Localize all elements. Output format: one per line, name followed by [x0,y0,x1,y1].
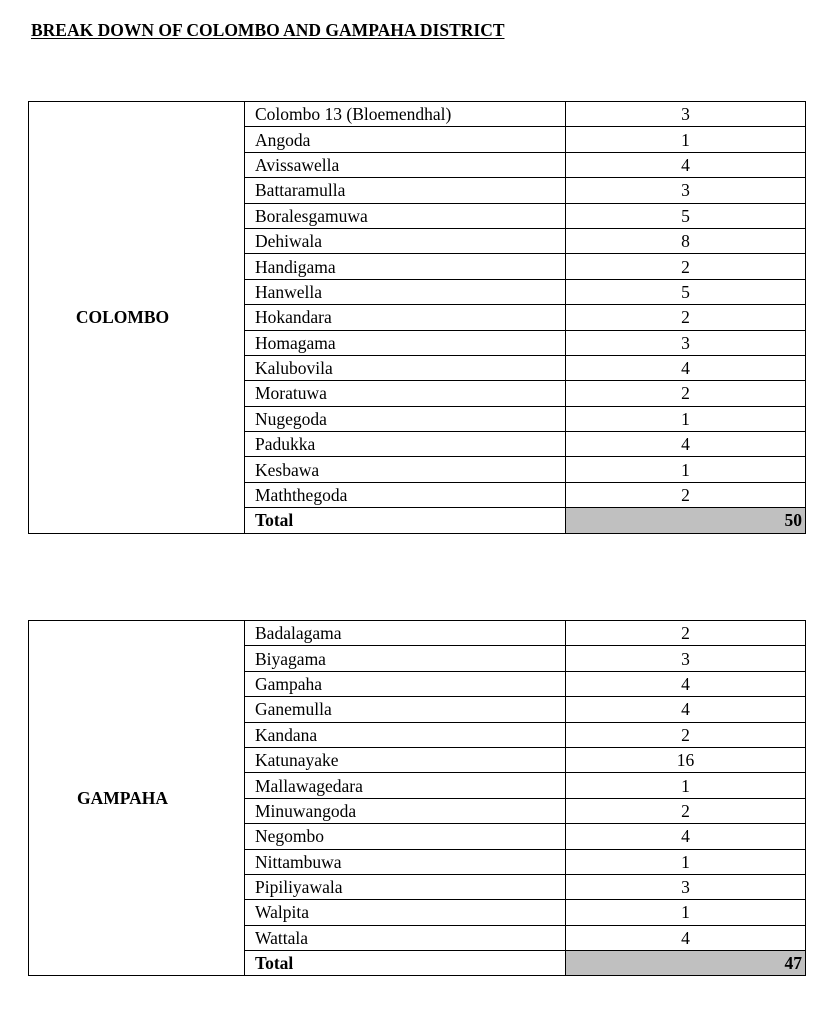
district-name: GAMPAHA [76,788,169,809]
total-value: 50 [566,508,806,533]
place-count: 2 [566,482,806,507]
place-count: 1 [566,457,806,482]
district-name-cell [29,102,245,534]
place-name: Biyagama [245,646,566,671]
place-name: Kandana [245,722,566,747]
place-count: 4 [566,355,806,380]
place-name: Pipiliyawala [245,874,566,899]
gampaha-district-table [28,620,806,976]
place-name: Battaramulla [245,178,566,203]
place-count: 1 [566,849,806,874]
place-name: Wattala [245,925,566,950]
place-name: Handigama [245,254,566,279]
place-name: Avissawella [245,152,566,177]
document-title: BREAK DOWN OF COLOMBO AND GAMPAHA DISTRICT [31,20,505,40]
district-name-cell [29,621,245,976]
place-count: 1 [566,773,806,798]
place-count: 1 [566,900,806,925]
place-count: 4 [566,824,806,849]
place-count: 4 [566,925,806,950]
place-name: Maththegoda [245,482,566,507]
place-name: Gampaha [245,671,566,696]
place-count: 3 [566,178,806,203]
place-name: Kalubovila [245,355,566,380]
place-count: 1 [566,406,806,431]
total-label: Total [245,951,566,976]
place-count: 2 [566,722,806,747]
place-count: 4 [566,432,806,457]
place-name: Negombo [245,824,566,849]
place-count: 1 [566,127,806,152]
place-count: 4 [566,152,806,177]
place-name: Colombo 13 (Bloemendhal) [245,102,566,127]
place-count: 4 [566,697,806,722]
place-count: 5 [566,203,806,228]
place-name: Angoda [245,127,566,152]
place-count: 2 [566,381,806,406]
place-count: 8 [566,228,806,253]
place-name: Minuwangoda [245,798,566,823]
place-name: Moratuwa [245,381,566,406]
place-count: 2 [566,254,806,279]
table-row [29,621,806,646]
place-count: 2 [566,305,806,330]
place-name: Nugegoda [245,406,566,431]
place-count: 2 [566,798,806,823]
place-name: Hokandara [245,305,566,330]
place-name: Homagama [245,330,566,355]
place-name: Kesbawa [245,457,566,482]
table-row [29,102,806,127]
place-count: 4 [566,671,806,696]
district-name: COLOMBO [75,307,170,328]
place-count: 2 [566,621,806,646]
place-name: Boralesgamuwa [245,203,566,228]
colombo-district-table [28,101,806,534]
place-name: Nittambuwa [245,849,566,874]
place-count: 3 [566,874,806,899]
total-value: 47 [566,951,806,976]
place-name: Dehiwala [245,228,566,253]
place-name: Padukka [245,432,566,457]
place-name: Mallawagedara [245,773,566,798]
place-name: Hanwella [245,279,566,304]
place-count: 3 [566,646,806,671]
place-count: 3 [566,330,806,355]
place-count: 5 [566,279,806,304]
place-name: Katunayake [245,747,566,772]
total-label: Total [245,508,566,533]
place-name: Ganemulla [245,697,566,722]
place-count: 16 [566,747,806,772]
place-count: 3 [566,102,806,127]
place-name: Walpita [245,900,566,925]
place-name: Badalagama [245,621,566,646]
